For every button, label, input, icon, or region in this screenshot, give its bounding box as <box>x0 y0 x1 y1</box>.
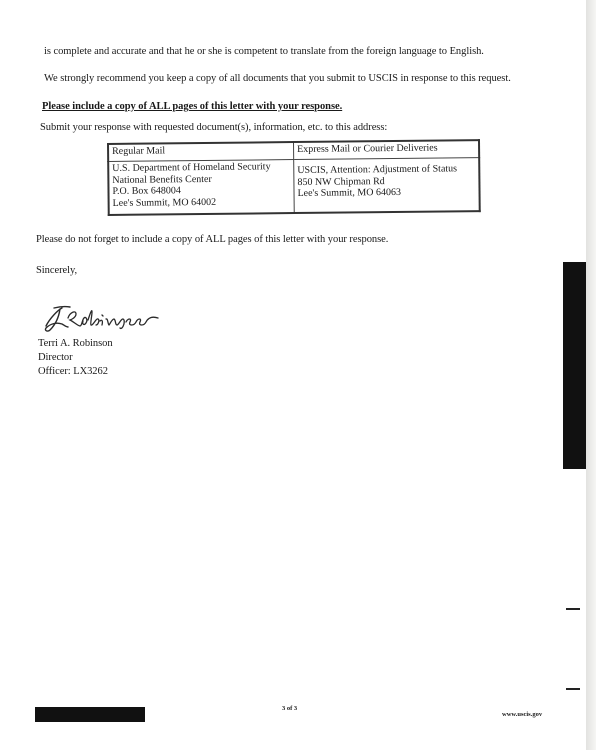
include-copy-notice: Please include a copy of ALL pages of this letter with your response. <box>42 101 343 112</box>
address-line: Lee's Summit, MO 64002 <box>112 196 217 209</box>
closing: Sincerely, <box>36 265 78 276</box>
officer-id: Officer: LX3262 <box>38 366 108 377</box>
regular-mail-address <box>108 160 294 215</box>
regular-mail-header: Regular Mail <box>108 142 294 161</box>
express-mail-address <box>294 158 480 213</box>
address-line: USCIS, Attention: Adjustment of Status <box>297 163 458 177</box>
copy-recommendation: We strongly recommend you keep a copy of all documents that you submit to USCIS in response to this request. <box>44 73 511 84</box>
margin-mark <box>566 688 580 690</box>
signatory-name: Terri A. Robinson <box>38 338 113 349</box>
address-line: Lee's Summit, MO 64063 <box>297 186 402 200</box>
translation-statement: is complete and accurate and that he or she is competent to translate from the foreign language to English. <box>44 46 484 57</box>
address-line: National Benefits Center <box>112 173 212 186</box>
address-table <box>107 139 481 216</box>
address-line: P.O. Box 648004 <box>112 185 181 197</box>
page-edge <box>586 0 596 750</box>
reminder-text: Please do not forget to include a copy of ALL pages of this letter with your response. <box>36 234 389 245</box>
signature <box>40 300 170 338</box>
address-line: 850 NW Chipman Rd <box>297 175 385 188</box>
express-mail-header: Express Mail or Courier Deliveries <box>294 140 480 159</box>
submit-instructions: Submit your response with requested document(s), information, etc. to this address: <box>40 122 388 133</box>
redaction-bar <box>563 262 586 469</box>
page-number: 3 of 3 <box>282 705 298 712</box>
redaction-footer <box>35 707 145 722</box>
margin-mark <box>566 608 580 610</box>
website: www.uscis.gov <box>502 711 543 718</box>
signatory-title: Director <box>38 352 73 363</box>
address-line: U.S. Department of Homeland Security <box>112 161 271 174</box>
